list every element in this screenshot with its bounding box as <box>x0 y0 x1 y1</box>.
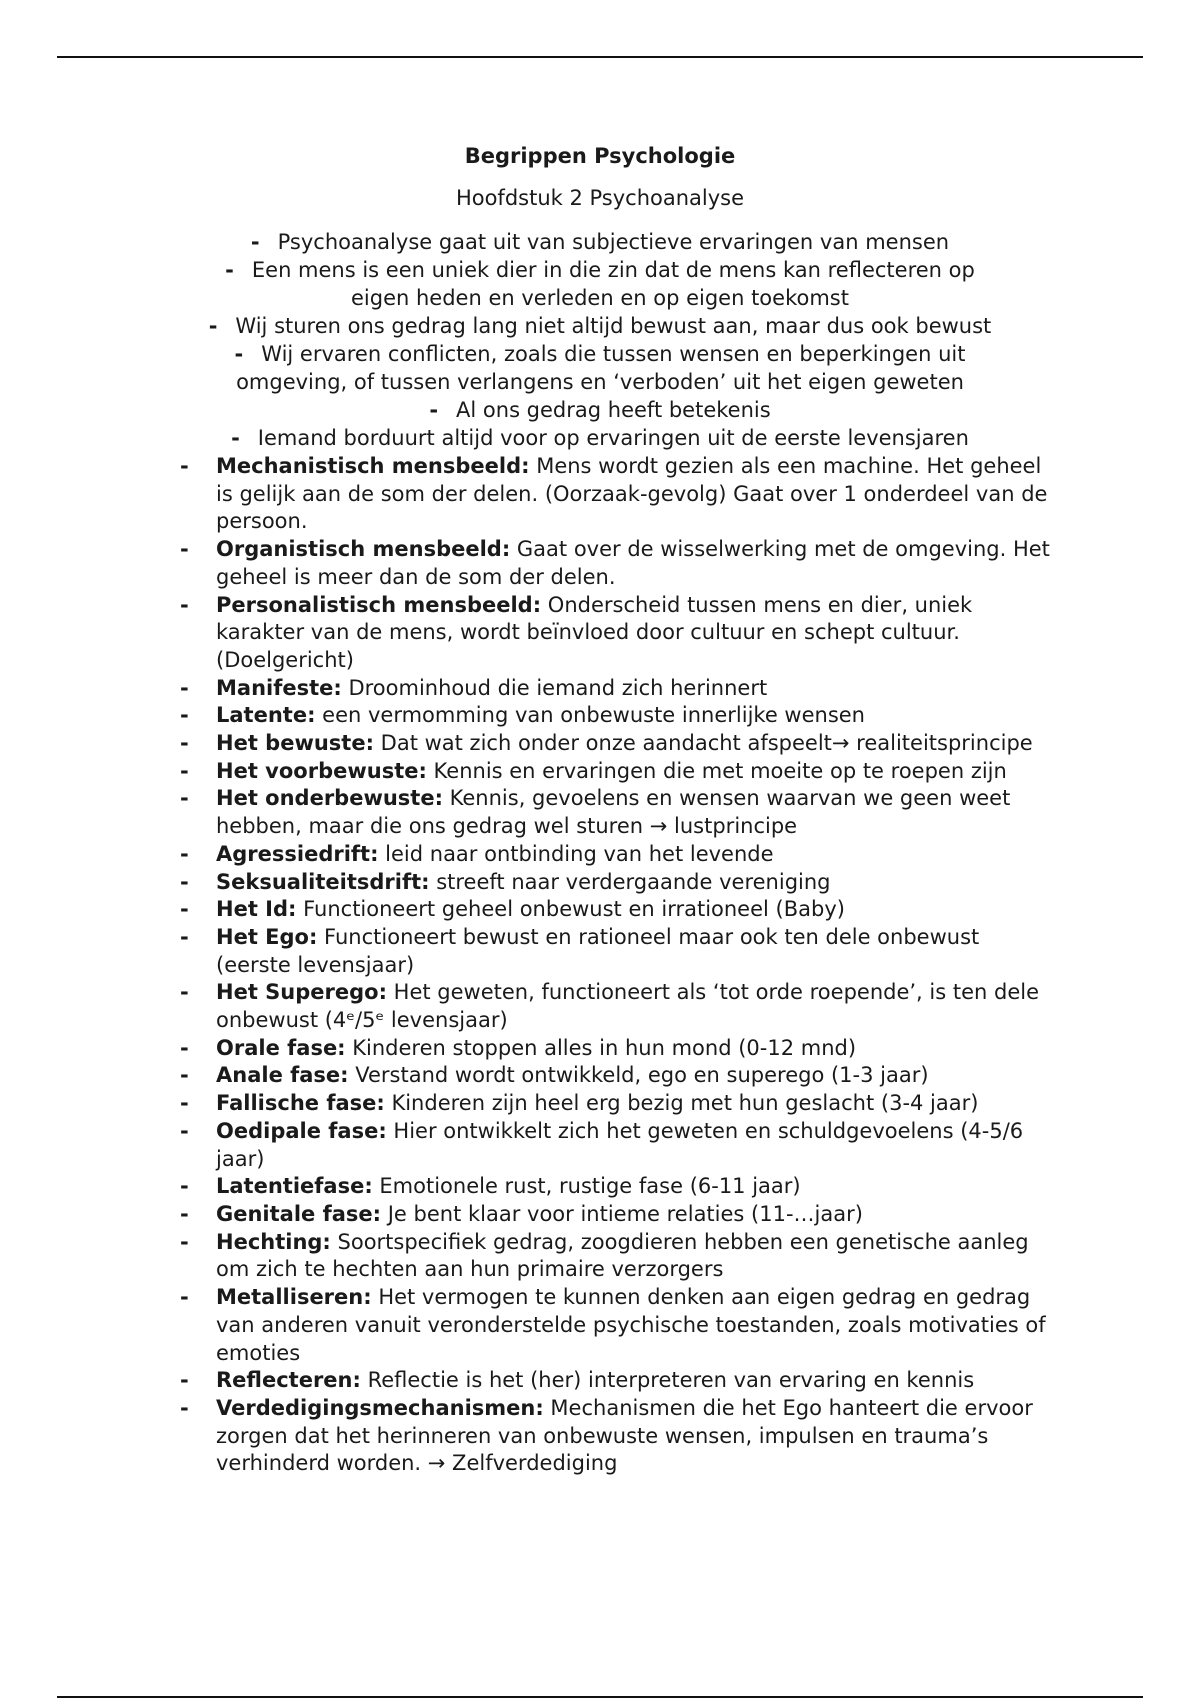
term-label: Metalliseren: <box>216 1285 372 1310</box>
term-item <box>180 896 1060 924</box>
term-definition: Het geweten, functioneert als ‘tot orde roepende’, is ten dele onbewust (4ᵉ/5ᵉ levensjaar) <box>216 980 1039 1033</box>
bullet-dash: - <box>225 258 234 282</box>
bullet-dash: - <box>180 897 189 922</box>
term-label: Oedipale fase: <box>216 1118 387 1143</box>
term-definition: Kinderen stoppen alles in hun mond (0-12 mnd) <box>345 1035 857 1060</box>
term-item <box>180 675 1060 703</box>
term-definition: Verstand wordt ontwikkeld, ego en superego (1-3 jaar) <box>348 1063 929 1088</box>
term-label: Reflecteren: <box>216 1368 361 1393</box>
term-label: Genitale fase: <box>216 1201 382 1226</box>
term-definition: Het vermogen te kunnen denken aan eigen gedrag en gedrag van anderen vanuit veronderstelde psychische toestanden, zoals motivaties of emoties <box>216 1285 1046 1365</box>
bullet-dash: - <box>180 592 189 617</box>
point-text: Psychoanalyse gaat uit van subjectieve ervaringen van mensen <box>277 230 950 254</box>
term-item <box>180 758 1060 786</box>
term-definition: Je bent klaar voor intieme relaties (11-…jaar) <box>381 1201 863 1226</box>
footer-rule <box>57 1696 1143 1698</box>
bullet-dash: - <box>180 1063 189 1088</box>
bullet-dash: - <box>250 230 260 254</box>
term-label: Verdedigingsmechanismen: <box>216 1395 544 1420</box>
term-item <box>180 1395 1060 1478</box>
term-item <box>180 1035 1060 1063</box>
term-label: Organistisch mensbeeld: <box>216 537 511 562</box>
terms-list <box>180 453 1060 1478</box>
list-item <box>0 228 1200 256</box>
term-label: Orale fase: <box>216 1035 346 1060</box>
term-definition: Hier ontwikkelt zich het geweten en schuldgevoelens (4-5/6 jaar) <box>216 1118 1024 1171</box>
term-definition: leid naar ontbinding van het levende <box>378 841 774 866</box>
bullet-dash: - <box>180 1229 189 1254</box>
document-subtitle: Hoofdstuk 2 Psychoanalyse <box>455 186 745 210</box>
term-item <box>180 1367 1060 1395</box>
bullet-dash: - <box>180 1091 189 1116</box>
term-label: Het Id: <box>216 897 297 922</box>
term-label: Manifeste: <box>216 675 342 700</box>
term-label: Het onderbewuste: <box>216 786 443 811</box>
term-definition: Mens wordt gezien als een machine. Het geheel is gelijk aan de som der delen. (Oorzaak-gevolg) Gaat over 1 onderdeel van de persoon. <box>216 454 1048 534</box>
term-item <box>180 730 1060 758</box>
bullet-dash: - <box>180 869 189 894</box>
header-rule <box>57 56 1143 58</box>
term-item <box>180 1090 1060 1118</box>
term-item <box>180 1118 1060 1173</box>
term-item <box>180 841 1060 869</box>
term-definition: Gaat over de wisselwerking met de omgeving. Het geheel is meer dan de som der delen. <box>216 537 1050 589</box>
bullet-dash: - <box>180 1174 189 1199</box>
term-label: Seksualiteitsdrift: <box>216 869 430 894</box>
term-label: Fallische fase: <box>216 1091 385 1116</box>
term-item <box>180 1284 1060 1367</box>
point-text: Een mens is een uniek dier in die zin dat de mens kan reflecteren op eigen heden en verleden en op eigen toekomst <box>251 258 975 310</box>
term-definition: Kennis en ervaringen die met moeite op te roepen zijn <box>426 758 1007 783</box>
term-item <box>180 1229 1060 1284</box>
list-item <box>0 340 1200 396</box>
bullet-dash: - <box>180 786 189 811</box>
term-label: Mechanistisch mensbeeld: <box>216 454 530 478</box>
term-label: Het Superego: <box>216 980 387 1005</box>
list-item <box>0 312 1200 340</box>
bullet-dash: - <box>180 1285 189 1310</box>
bullet-dash: - <box>180 1368 189 1393</box>
point-text: Iemand borduurt altijd voor op ervaringen uit de eerste levensjaren <box>257 426 969 450</box>
term-item <box>180 979 1060 1034</box>
point-text: Al ons gedrag heeft betekenis <box>456 398 771 422</box>
term-definition: Kennis, gevoelens en wensen waarvan we geen weet hebben, maar die ons gedrag wel sturen → lustprincipe <box>216 786 1011 839</box>
term-definition: Mechanismen die het Ego hanteert die ervoor zorgen dat het herinneren van onbewuste wensen, impulsen en trauma’s verhinderd worden. → Zelfverdediging <box>216 1395 1033 1476</box>
term-item <box>180 702 1060 730</box>
point-text: Wij sturen ons gedrag lang niet altijd bewust aan, maar dus ook bewust <box>235 314 992 338</box>
bullet-dash: - <box>180 841 189 866</box>
bullet-dash: - <box>234 342 244 366</box>
bullet-dash: - <box>180 924 189 949</box>
term-definition: Droominhoud die iemand zich herinnert <box>341 675 768 700</box>
term-item <box>180 1062 1060 1090</box>
term-label: Agressiedrift: <box>216 841 379 866</box>
term-definition: Functioneert bewust en rationeel maar ook ten dele onbewust (eerste levensjaar) <box>216 924 980 977</box>
term-label: Personalistisch mensbeeld: <box>216 592 542 617</box>
centered-points-list <box>0 228 1200 452</box>
term-definition: Dat wat zich onder onze aandacht afspeelt→ realiteitsprincipe <box>373 731 1033 756</box>
term-item <box>180 869 1060 897</box>
bullet-dash: - <box>180 1201 189 1226</box>
term-label: Anale fase: <box>216 1063 349 1088</box>
term-definition: Onderscheid tussen mens en dier, uniek karakter van de mens, wordt beïnvloed door cultuur en schept cultuur. (Doelgericht) <box>216 592 973 672</box>
term-label: Hechting: <box>216 1229 331 1254</box>
term-definition: een vermomming van onbewuste innerlijke wensen <box>315 703 865 728</box>
term-definition: Emotionele rust, rustige fase (6-11 jaar) <box>372 1174 801 1199</box>
list-item <box>0 396 1200 424</box>
point-text: Wij ervaren conflicten, zoals die tussen wensen en beperkingen uit omgeving, of tussen verlangens en ‘verboden’ uit het eigen geweten <box>236 342 966 394</box>
bullet-dash: - <box>180 454 189 478</box>
term-item <box>180 592 1060 675</box>
bullet-dash: - <box>180 1035 189 1060</box>
bullet-dash: - <box>180 758 189 783</box>
term-label: Het voorbewuste: <box>216 758 427 783</box>
term-item <box>180 1201 1060 1229</box>
term-item <box>180 785 1060 840</box>
bullet-dash: - <box>429 398 439 422</box>
document-title: Begrippen Psychologie <box>464 144 736 168</box>
bullet-dash: - <box>180 537 189 562</box>
term-item <box>180 1173 1060 1201</box>
bullet-dash: - <box>208 314 218 338</box>
bullet-dash: - <box>180 675 189 700</box>
bullet-dash: - <box>180 703 189 728</box>
bullet-dash: - <box>180 980 189 1005</box>
list-item <box>0 424 1200 452</box>
bullet-dash: - <box>180 1118 189 1143</box>
list-item <box>0 256 1200 312</box>
bullet-dash: - <box>180 1395 189 1420</box>
term-definition: Soortspecifiek gedrag, zoogdieren hebben een genetische aanleg om zich te hechten aan hun primaire verzorgers <box>216 1229 1029 1282</box>
bullet-dash: - <box>231 426 240 450</box>
term-label: Latente: <box>216 703 316 728</box>
bullet-dash: - <box>180 731 189 756</box>
term-item <box>180 924 1060 979</box>
term-label: Het Ego: <box>216 924 318 949</box>
term-label: Het bewuste: <box>216 731 374 756</box>
term-item <box>180 453 1060 536</box>
term-definition: Kinderen zijn heel erg bezig met hun geslacht (3-4 jaar) <box>384 1091 979 1116</box>
term-item <box>180 536 1060 591</box>
term-definition: Reflectie is het (her) interpreteren van ervaring en kennis <box>360 1368 975 1393</box>
term-definition: Functioneert geheel onbewust en irrationeel (Baby) <box>296 897 845 922</box>
term-label: Latentiefase: <box>216 1174 373 1199</box>
term-definition: streeft naar verdergaande vereniging <box>429 869 831 894</box>
